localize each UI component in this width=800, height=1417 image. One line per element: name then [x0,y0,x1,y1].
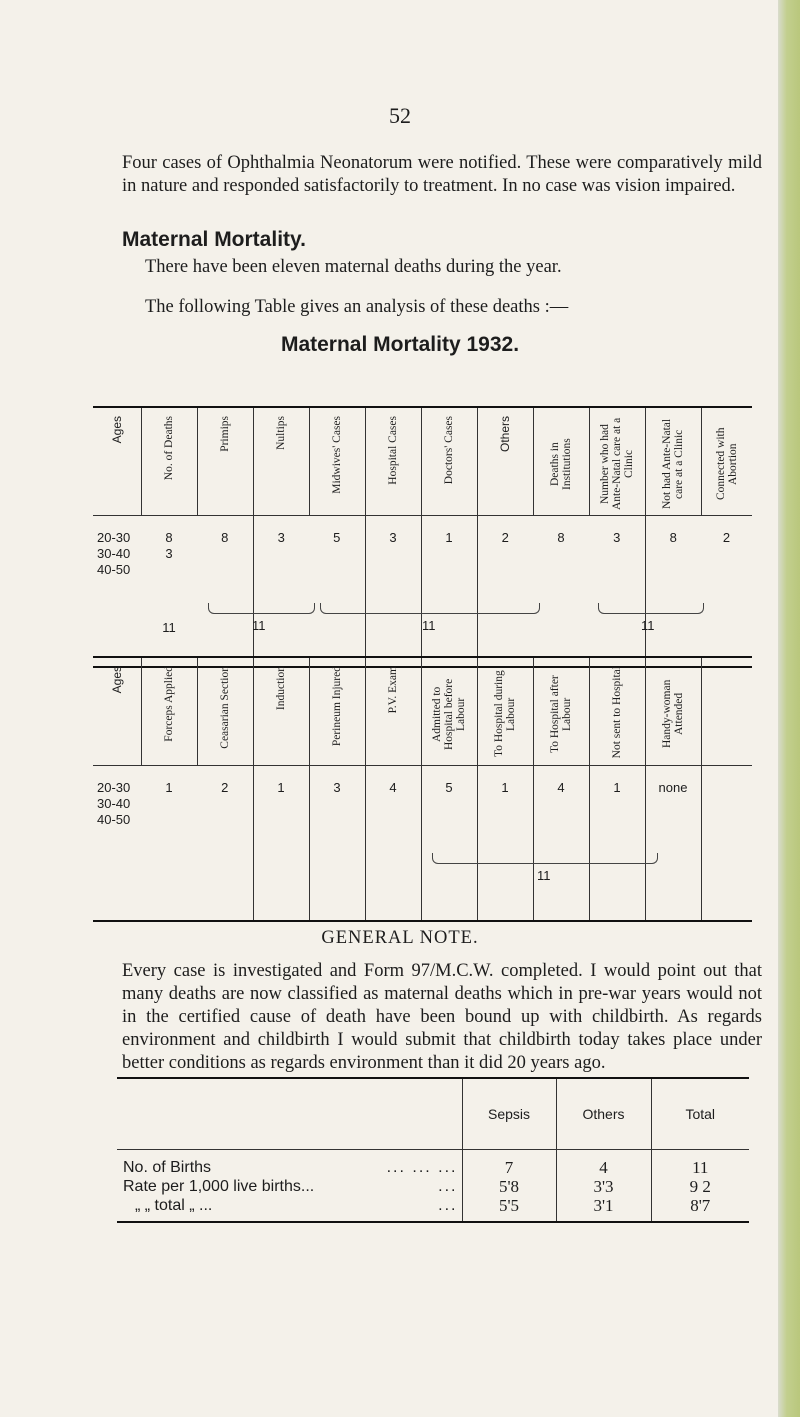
header-not-sent: Not sent to Hospital [589,657,645,766]
institutions-cell: 8 [557,530,565,545]
page-number: 52 [389,103,411,128]
stats-total: 11 [651,1150,749,1178]
header-others: Others [477,407,533,516]
hospital-cell: 3 [365,516,421,668]
stats-row-rate-total [117,1196,749,1222]
stats-header-total: Total [651,1078,749,1150]
induction-cell: 1 [253,766,309,922]
handywoman-cell: none [645,766,701,922]
header-abortion: Connected with Abortion [701,407,752,516]
stats-others: 4 [556,1150,651,1178]
sentence-eleven-deaths: There have been eleven maternal deaths during the year. [145,257,562,277]
table-title: Maternal Mortality 1932. [280,333,520,356]
header-antenatal-no: Not had Ante-Natal care at a Clinic [645,407,701,516]
header-ages: Ages [93,407,141,516]
pv-exam-cell: 4 [365,766,421,922]
intro-paragraph: Four cases of Ophthalmia Neonatorum were notified. These were comparatively mild in nature and responded satisfactorily to treatment. In no case was vision impaired. [122,153,762,196]
deaths-cell: 8 3 11 [141,516,197,668]
page-edge-shadow [778,0,800,1417]
stats-row-label: Rate per 1,000 live births... ... [123,1178,458,1195]
stats-sepsis: 5'8 [462,1177,556,1196]
brace-case-types [320,603,540,614]
caesarian-cell: 2 [221,780,229,795]
perineum-cell: 3 [309,766,365,922]
header-doctors-cases: Doctors' Cases [421,407,477,516]
general-note-title: GENERAL NOTE. [321,928,479,948]
brace-antenatal [598,603,704,614]
admitted-before-cell: 5 [421,766,477,922]
during-cell: 1 [477,766,533,922]
ages-cell: 20-30 30-40 40-50 [97,530,131,577]
stats-row-rate-live-births [117,1177,749,1196]
antenatal-yes-cell: 3 [613,530,621,545]
sepsis-statistics-table [117,1077,749,1223]
others-cell: 2 [477,516,533,668]
midwives-cell: 5 [333,530,341,545]
stats-sepsis: 7 [462,1150,556,1178]
stats-header-sepsis: Sepsis [462,1078,556,1150]
brace-total-2: 11 [422,618,436,633]
header-blank [701,657,752,766]
brace-total-3: 11 [641,618,655,633]
brace-total-table-2: 11 [537,868,551,883]
ages-cell: 20-30 30-40 40-50 [97,780,131,827]
doctors-cell: 1 [421,516,477,668]
header-deaths-in-institutions: Deaths in Institutions [533,407,589,516]
blank-cell [701,766,752,922]
stats-header-blank [117,1078,462,1150]
stats-row-births [117,1150,749,1178]
header-midwives-cases: Midwives' Cases [309,407,365,516]
brace-total-1: 11 [252,618,266,633]
after-cell: 4 [533,766,589,922]
header-nultips: Nultips [253,407,309,516]
general-note-paragraph: Every case is investigated and Form 97/M.C.W. completed. I would point out that many deaths are now classified as maternal deaths which in pre-war years would not in the certified cause of death have been bound up with childbirth. As regards environment and childbirth I would submit that childbirth today takes place under better conditions as regards environment than it did 20 years ago. [122,961,762,1073]
abortion-cell: 2 [722,530,731,545]
sentence-table-intro: The following Table gives an analysis of these deaths :— [145,297,569,317]
maternal-mortality-table-2 [93,656,752,922]
nultips-cell: 3 [253,516,309,668]
primips-cell: 8 [221,530,229,545]
deaths-total: 11 [162,620,176,635]
header-no-of-deaths: No. of Deaths [141,407,197,516]
header-during: To Hospital during Labour [477,657,533,766]
header-induction: Induction [253,657,309,766]
antenatal-no-cell: 8 [645,516,701,668]
header-perineum: Perineum Injured [309,657,365,766]
stats-row-label: „ „ total „ ... ... [135,1197,458,1214]
header-primips: Primips [197,407,253,516]
stats-total: 8'7 [651,1196,749,1222]
header-pv-exam: P.V. Exam [365,657,421,766]
stats-others: 3'3 [556,1177,651,1196]
header-caesarian: Ceasarian Section [197,657,253,766]
header-handywoman: Handy-woman Attended [645,657,701,766]
stats-total: 9 2 [651,1177,749,1196]
brace-primips-nultips [208,603,315,614]
brace-hospital [432,853,658,864]
stats-row-label: No. of Births ... ... ... [123,1159,458,1176]
stats-sepsis: 5'5 [462,1196,556,1222]
section-heading: Maternal Mortality. [122,228,306,251]
not-sent-cell: 1 [589,766,645,922]
header-forceps: Forceps Applied [141,657,197,766]
stats-header-others: Others [556,1078,651,1150]
header-ages: Ages [93,657,141,766]
forceps-cell: 1 [165,780,173,795]
header-after: To Hospital after Labour [533,657,589,766]
header-hospital-cases: Hospital Cases [365,407,421,516]
header-antenatal-yes: Number who had Ante-Natal care at a Clinic [589,407,645,516]
stats-others: 3'1 [556,1196,651,1222]
header-admitted-before: Admitted to Hospital before Labour [421,657,477,766]
